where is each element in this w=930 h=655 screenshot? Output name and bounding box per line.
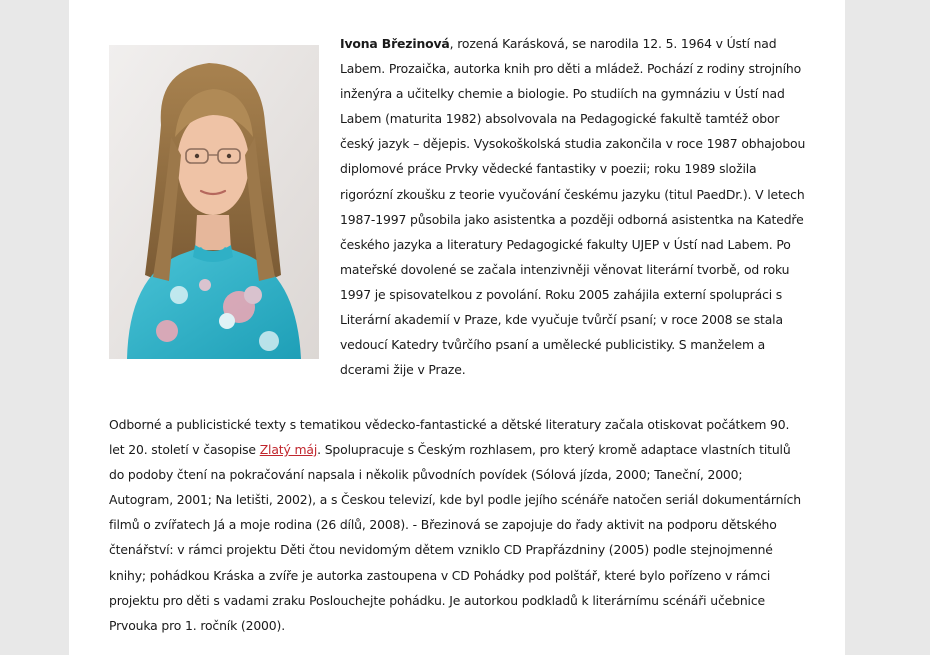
bio-text: , rozená Karásková, se narodila 12. 5. 1964 v Ústí nad Labem. Prozaička, autorka knih pro děti a mládež. Pochází z rodiny strojního inženýra a učitelky chemie a biologie. Po studiích na gymnáziu v Ústí nad Labem (maturita 1982) absolvovala na Pedagogické fakultě tamtéž obor český jazyk – dějepis. Vysokoškolská studia zakončila v roce 1987 obhajobou diplomové práce Prvky vědecké fantastiky v poezii; roku 1989 složila rigorózní zkoušku z teorie vyučování českému jazyku (titul PaedDr.). V letech 1987-1997 působila jako asistentka a později odborná asistentka na Katedře českého jazyka a literatury Pedagogické fakulty UJEP v Ústí nad Labem. Po mateřské dovolené se začala intenzivněji věnovat literární tvorbě, od roku 1997 je spisovatelkou z povolání. Roku 2005 zahájila externí spolupráci s Literární akademií v Praze, kde vyučuje tvůrčí psaní; v roce 2008 se stala vedoucí Katedry tvůrčího psaní a umělecké publicistiky. S manželem a dcerami žije v Praze. [340, 36, 806, 378]
zlaty-maj-link[interactable]: Zlatý máj [259, 442, 318, 458]
content-page [69, 0, 845, 655]
paragraph-text-end: . Spolupracuje s Českým rozhlasem, pro který kromě adaptace vlastních titulů do podoby čtení na pokračování napsala i několik původních povídek (Sólová jízda, 2000; Taneční, 2000; Autogram, 2001; Na letišti, 2002), a s Českou televizí, kde byl podle jejího scénáře natočen seriál dokumentárních filmů o zvířatech Já a moje rodina (26 dílů, 2008). - Březinová se zapojuje do řady aktivit na podporu dětského čtenářství: v rámci projektu Děti čtou nevidomým dětem vzniklo CD Prapřázdniny (2005) podle stejnojmenné knihy; pohádkou Kráska a zvíře je autorka zastoupena v CD Pohádky pod polštář, které bylo pořízeno v rámci projektu pro děti s vadami zraku Poslouchejte pohádku. Je autorkou podkladů k literárnímu scénáři učebnice Prvouka pro 1. ročník (2000). [109, 442, 801, 633]
author-photo [109, 45, 319, 359]
article-paragraph [109, 412, 807, 638]
paragraph-text-start: Odborné a publicistické texty s tematikou vědecko-fantastické a dětské literatury začala otiskovat počátkem 90. let 20. století v časopise [109, 417, 790, 458]
author-bio [340, 31, 808, 382]
author-name: Ivona Březinová [340, 36, 450, 51]
